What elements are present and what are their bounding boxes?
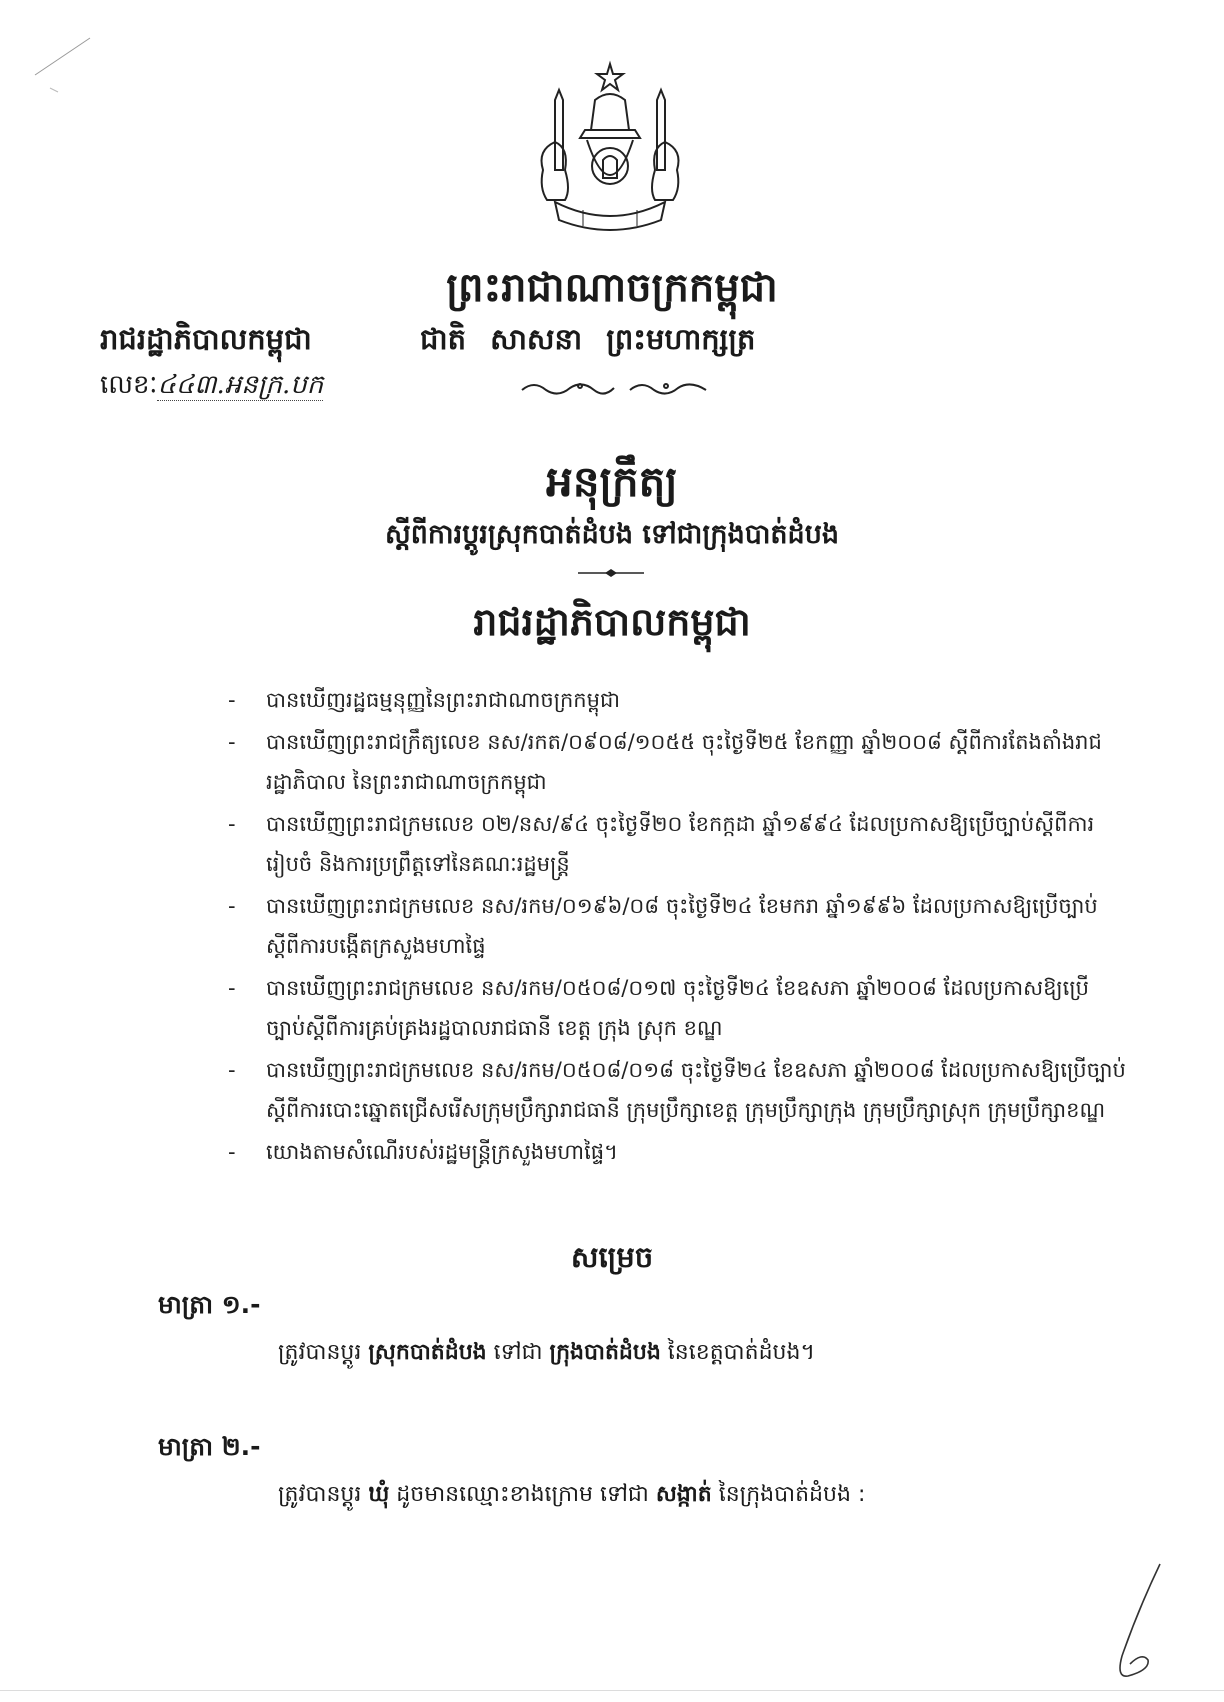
article-term: ស្រុកបាត់ដំបង bbox=[368, 1340, 487, 1365]
visa-item bbox=[228, 1050, 1128, 1130]
scan-mark bbox=[30, 30, 100, 110]
article-text: ត្រូវបានប្តូរ bbox=[278, 1482, 369, 1507]
document-subject: ស្តីពីការប្តូរស្រុកបាត់ដំបង ទៅជាក្រុងបាត់ដំបង bbox=[385, 519, 839, 550]
visa-text: បានឃើញព្រះរាជក្រមលេខ នស/រកម/០៥០៨/០១៧ ចុះថ្ងៃទី២៤ ខែឧសភា ឆ្នាំ២០០៨ ដែលប្រកាសឱ្យប្រើច្បាប់ស្តីពីការគ្រប់គ្រងរដ្ឋបាលរាជធានី ខេត្ត ក្រុង ស្រុក ខណ្ឌ bbox=[266, 976, 1089, 1040]
article-text: ដូចមានឈ្មោះខាងក្រោម ទៅជា bbox=[389, 1482, 656, 1507]
issuer-name: រាជរដ្ឋាភិបាលកម្ពុជា bbox=[100, 322, 312, 356]
list-dash: - bbox=[228, 1058, 236, 1082]
signature-initial-icon bbox=[1098, 1560, 1178, 1690]
list-dash: - bbox=[228, 976, 236, 1000]
visa-item bbox=[228, 804, 1128, 884]
visa-item bbox=[228, 1132, 1128, 1172]
kingdom-title: ព្រះរាជាណាចក្រកម្ពុជា bbox=[446, 265, 778, 311]
article-text: ត្រូវបានប្តូរ bbox=[278, 1340, 369, 1365]
flourish-icon bbox=[520, 376, 710, 400]
visa-item bbox=[228, 722, 1128, 802]
list-dash: - bbox=[228, 812, 236, 836]
visa-item bbox=[228, 680, 1128, 720]
visa-text: យោងតាមសំណើរបស់រដ្ឋមន្ត្រីក្រសួងមហាផ្ទៃ។ bbox=[266, 1140, 618, 1164]
visa-text: បានឃើញព្រះរាជក្រមលេខ នស/រកម/០១៩៦/០៨ ចុះថ្ងៃទី២៤ ខែមករា ឆ្នាំ១៩៩៦ ដែលប្រកាសឱ្យប្រើច្បាប់ស្តីពីការបង្កើតក្រសួងមហាផ្ទៃ bbox=[266, 894, 1098, 958]
article-text: នៃក្រុងបាត់ដំបង : bbox=[711, 1482, 866, 1507]
issuing-authority: រាជរដ្ឋាភិបាលកម្ពុជា bbox=[473, 600, 751, 644]
list-dash: - bbox=[228, 1140, 236, 1164]
visa-item bbox=[228, 886, 1128, 966]
article-2-heading: មាត្រា ២.- bbox=[158, 1432, 261, 1461]
list-dash: - bbox=[228, 894, 236, 918]
visa-text: បានឃើញព្រះរាជក្រមលេខ ០២/នស/៩៤ ចុះថ្ងៃទី២០ ខែកក្កដា ឆ្នាំ១៩៩៤ ដែលប្រកាសឱ្យប្រើច្បាប់ស្តីពីការរៀបចំ និងការប្រព្រឹត្តទៅនៃគណៈរដ្ឋមន្ត្រី bbox=[266, 812, 1095, 876]
divider-ornament bbox=[578, 568, 644, 578]
reference-value: ៤៤៣.អនក្រ.បក bbox=[157, 370, 324, 400]
page-bottom-line bbox=[0, 1690, 1224, 1691]
royal-emblem-icon bbox=[525, 60, 695, 235]
article-2-body bbox=[278, 1480, 865, 1512]
article-1-heading: មាត្រា ១.- bbox=[158, 1290, 261, 1319]
reference-label: លេខៈ bbox=[100, 370, 158, 400]
list-dash: - bbox=[228, 730, 236, 754]
visa-text: បានឃើញព្រះរាជក្រមលេខ នស/រកម/០៥០៨/០១៨ ចុះថ្ងៃទី២៤ ខែឧសភា ឆ្នាំ២០០៨ ដែលប្រកាសឱ្យប្រើច្បាប់ស្តីពីការបោះឆ្នោតជ្រើសរើសក្រុមប្រឹក្សារាជធានី ក្រុមប្រឹក្សាខេត្ត ក្រុមប្រឹក្សាក្រុង ក្រុមប្រឹក្សាស្រុក ក្រុមប្រឹក្សាខណ្ឌ bbox=[266, 1058, 1126, 1122]
article-text: ទៅជា bbox=[486, 1340, 550, 1365]
national-motto: ជាតិ សាសនា ព្រះមហាក្សត្រ bbox=[420, 322, 756, 356]
list-dash: - bbox=[228, 688, 236, 712]
visa-list bbox=[228, 680, 1128, 1174]
article-term: ក្រុងបាត់ដំបង bbox=[549, 1340, 661, 1365]
article-term: សង្កាត់ bbox=[655, 1482, 712, 1507]
article-term: ឃុំ bbox=[368, 1482, 390, 1507]
reference-number bbox=[100, 368, 323, 406]
decision-heading: សម្រេច bbox=[570, 1240, 654, 1274]
visa-text: បានឃើញព្រះរាជក្រឹត្យលេខ នស/រកត/០៩០៨/១០៥៥ ចុះថ្ងៃទី២៥ ខែកញ្ញា ឆ្នាំ២០០៨ ស្តីពីការតែងតាំងរាជរដ្ឋាភិបាល នៃព្រះរាជាណាចក្រកម្ពុជា bbox=[266, 730, 1102, 794]
document-type: អនុក្រឹត្យ bbox=[546, 457, 678, 506]
visa-text: បានឃើញរដ្ឋធម្មនុញ្ញនៃព្រះរាជាណាចក្រកម្ពុជា bbox=[266, 688, 620, 712]
visa-item bbox=[228, 968, 1128, 1048]
article-1-body bbox=[278, 1338, 815, 1370]
article-text: នៃខេត្តបាត់ដំបង។ bbox=[660, 1340, 815, 1365]
